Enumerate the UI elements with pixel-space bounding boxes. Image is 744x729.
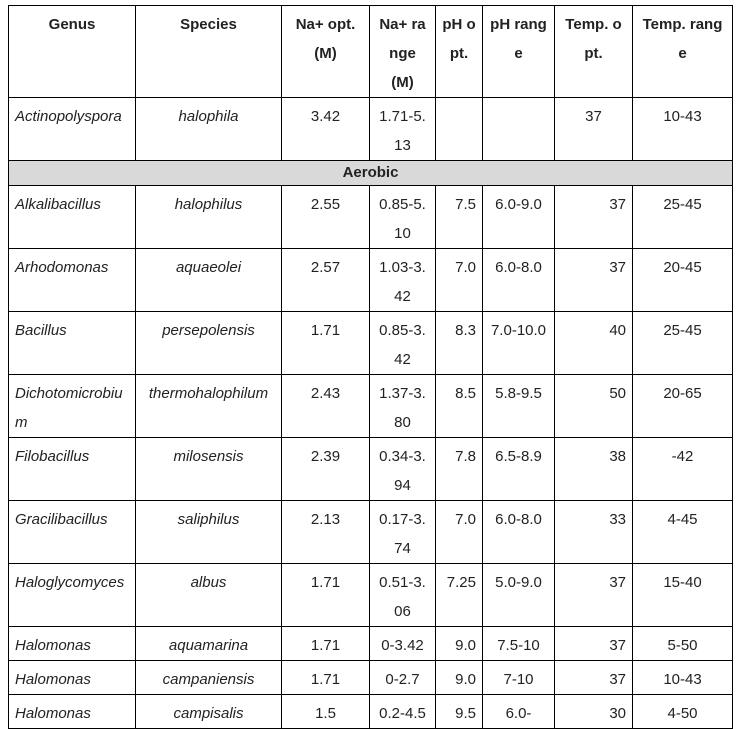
cell-genus: Halomonas [9,661,136,695]
cell-na-range: 0.17-3.74 [370,501,436,564]
cell-ph-range: 6.0-9.0 [483,186,555,249]
table-row [9,438,733,501]
cell-na-opt: 3.42 [282,98,370,161]
cell-temp-opt: 37 [555,627,633,661]
header-temp-range: Temp. range [633,6,733,98]
table-row [9,186,733,249]
cell-genus: Dichotomicrobium [9,375,136,438]
cell-na-opt: 1.5 [282,695,370,729]
cell-na-opt: 2.39 [282,438,370,501]
cell-species: aquamarina [136,627,282,661]
table-row [9,312,733,375]
cell-temp-opt: 40 [555,312,633,375]
cell-ph-opt: 8.5 [436,375,483,438]
cell-na-opt: 1.71 [282,661,370,695]
cell-temp-range: 10-43 [633,98,733,161]
table-row [9,695,733,729]
cell-temp-range: 15-40 [633,564,733,627]
cell-temp-opt: 37 [555,564,633,627]
cell-ph-range: 5.0-9.0 [483,564,555,627]
cell-na-range: 0.51-3.06 [370,564,436,627]
cell-ph-range: 7.5-10 [483,627,555,661]
cell-ph-range: 6.5-8.9 [483,438,555,501]
cell-genus: Halomonas [9,695,136,729]
cell-na-range: 0.85-3.42 [370,312,436,375]
cell-ph-opt: 7.0 [436,249,483,312]
cell-na-range: 1.03-3.42 [370,249,436,312]
halophile-table-container [8,5,733,729]
cell-species: thermohalophilum [136,375,282,438]
cell-na-opt: 2.57 [282,249,370,312]
header-temp-opt: Temp. opt. [555,6,633,98]
cell-na-opt: 2.55 [282,186,370,249]
section-row [9,161,733,186]
header-ph-opt: pH opt. [436,6,483,98]
cell-temp-range: -42 [633,438,733,501]
cell-na-range: 1.37-3.80 [370,375,436,438]
cell-ph-range: 5.8-9.5 [483,375,555,438]
cell-na-opt: 1.71 [282,312,370,375]
cell-species: aquaeolei [136,249,282,312]
cell-genus: Alkalibacillus [9,186,136,249]
cell-species: saliphilus [136,501,282,564]
cell-temp-opt: 37 [555,186,633,249]
cell-na-range: 1.71-5.13 [370,98,436,161]
table-body [9,6,733,729]
cell-ph-opt: 7.0 [436,501,483,564]
cell-species: halophilus [136,186,282,249]
cell-temp-opt: 38 [555,438,633,501]
table-row [9,627,733,661]
cell-na-range: 0.34-3.94 [370,438,436,501]
cell-temp-range: 20-65 [633,375,733,438]
header-species: Species [136,6,282,98]
cell-ph-range: 6.0- [483,695,555,729]
table-row [9,375,733,438]
cell-temp-range: 20-45 [633,249,733,312]
cell-species: milosensis [136,438,282,501]
cell-temp-range: 25-45 [633,312,733,375]
cell-ph-opt: 7.5 [436,186,483,249]
table-row [9,564,733,627]
cell-ph-range: 6.0-8.0 [483,501,555,564]
cell-ph-range: 7-10 [483,661,555,695]
section-label-aerobic: Aerobic [9,161,733,186]
cell-genus: Halomonas [9,627,136,661]
header-ph-range: pH range [483,6,555,98]
table-row [9,501,733,564]
cell-temp-opt: 30 [555,695,633,729]
cell-ph-opt: 9.5 [436,695,483,729]
cell-temp-opt: 37 [555,98,633,161]
header-na-opt: Na+ opt. (M) [282,6,370,98]
cell-ph-opt: 7.25 [436,564,483,627]
cell-na-range: 0-3.42 [370,627,436,661]
cell-temp-range: 10-43 [633,661,733,695]
table-row [9,661,733,695]
cell-species: albus [136,564,282,627]
cell-genus: Actinopolyspora [9,98,136,161]
table-row [9,98,733,161]
cell-ph-opt: 7.8 [436,438,483,501]
cell-temp-range: 5-50 [633,627,733,661]
cell-species: campaniensis [136,661,282,695]
cell-na-opt: 2.43 [282,375,370,438]
cell-genus: Filobacillus [9,438,136,501]
cell-ph-range: 6.0-8.0 [483,249,555,312]
halophile-table [8,5,733,729]
cell-ph-range: 7.0-10.0 [483,312,555,375]
cell-species: persepolensis [136,312,282,375]
cell-genus: Gracilibacillus [9,501,136,564]
header-na-range: Na+ range (M) [370,6,436,98]
cell-species: halophila [136,98,282,161]
cell-genus: Arhodomonas [9,249,136,312]
cell-ph-range [483,98,555,161]
cell-ph-opt: 9.0 [436,661,483,695]
cell-ph-opt: 9.0 [436,627,483,661]
header-genus: Genus [9,6,136,98]
cell-na-opt: 2.13 [282,501,370,564]
cell-na-opt: 1.71 [282,627,370,661]
cell-na-range: 0-2.7 [370,661,436,695]
cell-ph-opt [436,98,483,161]
cell-temp-range: 4-45 [633,501,733,564]
cell-temp-opt: 50 [555,375,633,438]
cell-temp-range: 4-50 [633,695,733,729]
cell-species: campisalis [136,695,282,729]
cell-temp-opt: 33 [555,501,633,564]
cell-ph-opt: 8.3 [436,312,483,375]
cell-genus: Bacillus [9,312,136,375]
cell-temp-opt: 37 [555,249,633,312]
cell-na-range: 0.85-5.10 [370,186,436,249]
cell-na-opt: 1.71 [282,564,370,627]
cell-na-range: 0.2-4.5 [370,695,436,729]
cell-temp-opt: 37 [555,661,633,695]
header-row [9,6,733,98]
cell-temp-range: 25-45 [633,186,733,249]
cell-genus: Haloglycomyces [9,564,136,627]
table-row [9,249,733,312]
